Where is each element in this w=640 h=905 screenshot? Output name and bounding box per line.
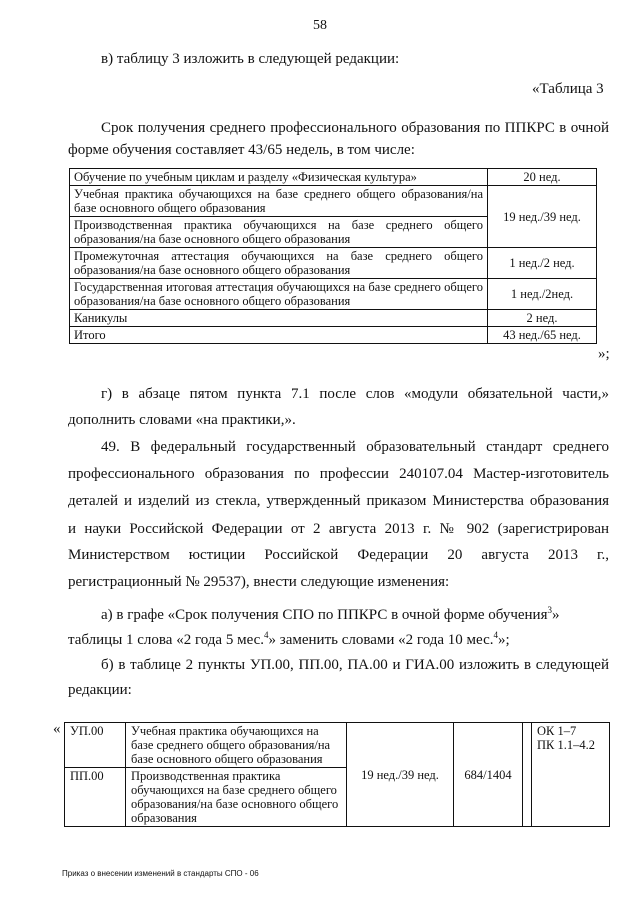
table3-row3-label: Производственная практика обучающихся на базе среднего общего образования/на базе основного общего образования [70,217,488,248]
table3-row4-label: Промежуточная аттестация обучающихся на базе среднего общего образования/на базе основного общего образования [70,248,488,279]
table2-weeks: 19 нед./39 нед. [347,723,454,827]
table2-code-up: УП.00 [65,723,126,768]
para-a-line1 [101,601,559,624]
para49-line2: профессионального образования по профессии 240107.04 Мастер-изготовитель [68,466,609,482]
footnote-ref: 4 [264,630,269,640]
table2-hours: 684/1404 [454,723,523,827]
table-row [70,169,597,186]
table3-row2-label: Учебная практика обучающихся на базе среднего общего образования/на базе основного общего образования [70,186,488,217]
para49-line6: регистрационный № 29537), внести следующие изменения: [68,574,450,590]
para-b-line1: б) в таблице 2 пункты УП.00, ПП.00, ПА.00 и ГИА.00 изложить в следующей [101,657,609,673]
table2-empty-cell [523,723,532,827]
para-term-line2: форме обучения составляет 43/65 недель, в том числе: [68,142,415,158]
table2-competence-pk: ПК 1.1–4.2 [537,738,595,752]
table-3 [69,168,597,344]
table3-row1-label: Обучение по учебным циклам и разделу «Физическая культура» [70,169,488,186]
para-a-line1-end: » [551,607,560,623]
page-number: 58 [313,18,327,33]
para-g-line1: г) в абзаце пятом пункта 7.1 после слов «модули обязательной части,» [101,386,609,402]
table3-row6-label: Каникулы [70,310,488,327]
table3-close: »; [598,346,610,362]
table2-open-quote: « [53,721,61,737]
table2-text-up: Учебная практика обучающихся на базе среднего общего образования/на базе основного общего образования [126,723,347,768]
para-a-line2-part2: » заменить словами «2 года 10 мес. [268,632,494,648]
table-2 [64,722,610,827]
table3-row5-value: 1 нед./2нед. [488,279,597,310]
footnote-ref: 4 [493,630,498,640]
para49-line4: и науки Российской Федерации от 2 августа 2013 г. № 902 (зарегистрирован [68,521,609,537]
para-a-line2 [68,626,510,649]
intro-b: в) таблицу 3 изложить в следующей редакции: [101,51,400,67]
para-g-line2: дополнить словами «на практики,». [68,412,296,428]
table3-row5-label: Государственная итоговая аттестация обучающихся на базе среднего общего образования/на базе основного общего образования [70,279,488,310]
table-row [65,723,610,768]
table3-row6-value: 2 нед. [488,310,597,327]
table3-caption: «Таблица 3 [532,81,604,97]
table-row [70,327,597,344]
table-row [70,310,597,327]
table-row [70,186,597,217]
para-a-line1-start: а) в графе «Срок получения СПО по ППКРС в очной форме обучения [101,607,548,623]
para49-line5: Министерством юстиции Российской Федерации 20 августа 2013 г., [68,547,609,563]
para49-line1: 49. В федеральный государственный образовательный стандарт среднего [101,439,609,455]
para-b-line2: редакции: [68,682,132,698]
footer: Приказ о внесении изменений в стандарты СПО - 06 [62,869,259,878]
table2-competence-ok: ОК 1–7 [537,724,577,738]
para49-line3: деталей и изделий из стекла, утвержденный приказом Министерства образования [68,493,609,509]
table2-text-pp: Производственная практика обучающихся на базе среднего общего образования/на базе основного общего образования [126,768,347,827]
table3-row1-value: 20 нед. [488,169,597,186]
table2-competences [532,723,610,827]
table3-row7-value: 43 нед./65 нед. [488,327,597,344]
para-a-line2-part1: таблицы 1 слова «2 года 5 мес. [68,632,265,648]
table3-row23-value: 19 нед./39 нед. [488,186,597,248]
table-row [70,248,597,279]
table3-row7-label: Итого [70,327,488,344]
table-row [70,279,597,310]
para-term-line1: Срок получения среднего профессионального образования по ППКРС в очной [101,120,609,136]
table3-row4-value: 1 нед./2 нед. [488,248,597,279]
para-a-line2-part3: »; [498,632,510,648]
table2-code-pp: ПП.00 [65,768,126,827]
footnote-ref: 3 [547,605,552,615]
